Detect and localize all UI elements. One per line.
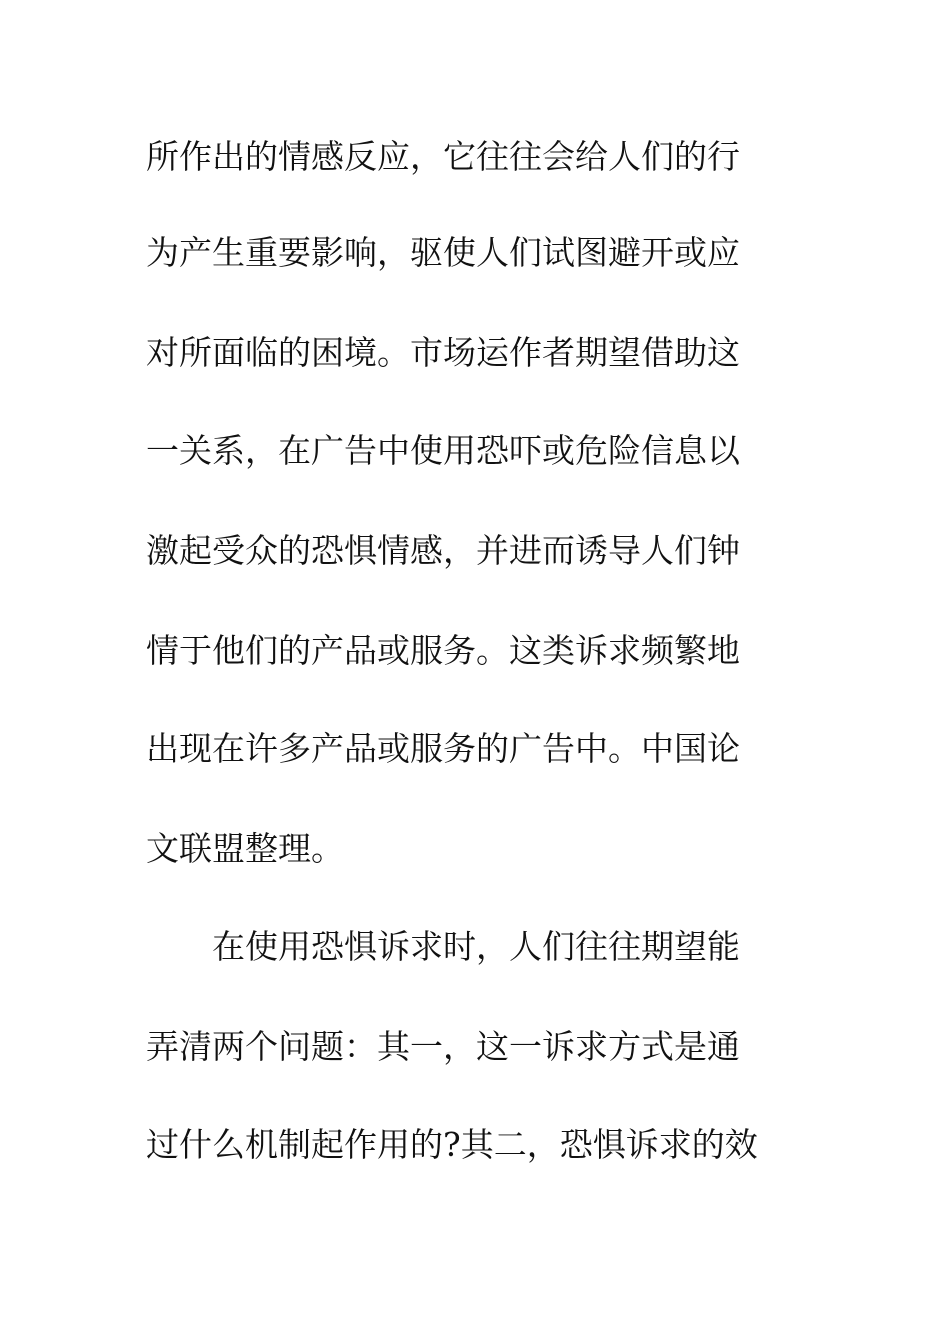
paragraph-line: 弄清两个问题：其一，这一诉求方式是通 (146, 1027, 740, 1066)
paragraph-line: 文联盟整理。 (146, 829, 344, 868)
paragraph-line: 在使用恐惧诉求时，人们往往期望能 (212, 927, 740, 966)
paragraph-line: 出现在许多产品或服务的广告中。中国论 (146, 729, 740, 768)
paragraph-line: 情于他们的产品或服务。这类诉求频繁地 (146, 631, 740, 670)
paragraph-line: 为产生重要影响，驱使人们试图避开或应 (146, 233, 740, 272)
paragraph-line: 激起受众的恐惧情感，并进而诱导人们钟 (146, 531, 740, 570)
paragraph-line: 所作出的情感反应，它往往会给人们的行 (146, 137, 740, 176)
paragraph-line: 过什么机制起作用的?其二，恐惧诉求的效 (146, 1125, 758, 1164)
paragraph-line: 一关系，在广告中使用恐吓或危险信息以 (146, 431, 740, 470)
paragraph-line: 对所面临的困境。市场运作者期望借助这 (146, 333, 740, 372)
